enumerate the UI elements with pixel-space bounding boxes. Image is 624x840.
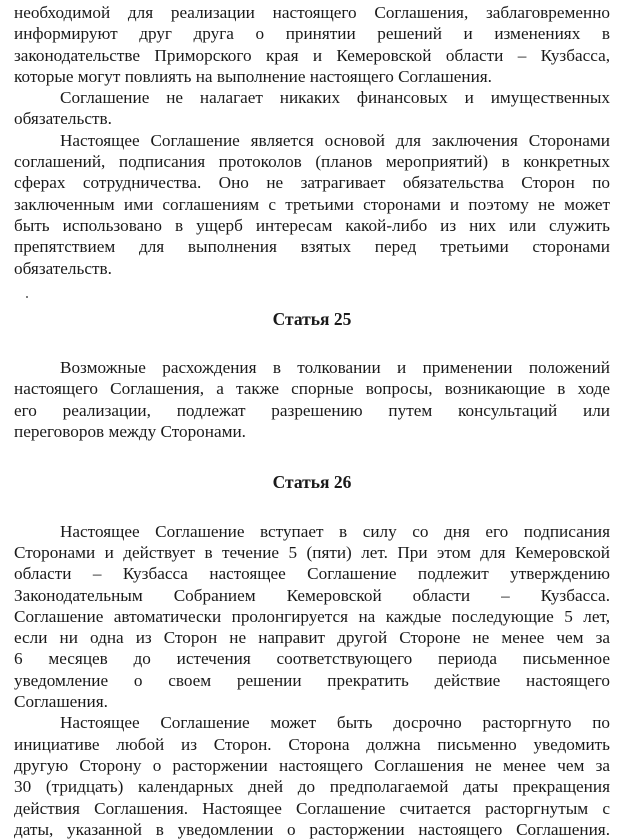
text-line: Соглашение не налагает никаких финансовых и имущественных xyxy=(60,88,610,108)
paragraph xyxy=(14,130,610,279)
text-line: заключенным ими соглашениям с третьими сторонами и поэтому не может xyxy=(14,194,610,214)
text-line: Соглашения. xyxy=(14,692,108,712)
paragraph xyxy=(14,87,610,130)
text-line: законодательстве Приморского края и Кемеровской области – Кузбасса, xyxy=(14,45,610,65)
spacer xyxy=(14,330,610,357)
text-line: области – Кузбасса настоящее Соглашение подлежит утверждению xyxy=(14,564,610,584)
text-line: Настоящее Соглашение вступает в силу со дня его подписания xyxy=(60,521,610,541)
text-line: необходимой для реализации настоящего Соглашения, заблаговременно xyxy=(14,3,610,22)
text-line: 6 месяцев до истечения соответствующего периода письменное xyxy=(14,649,610,669)
spacer xyxy=(14,279,610,309)
spacer xyxy=(14,442,610,472)
text-line: уведомление о своем решении прекратить действие настоящего xyxy=(14,670,610,690)
article-heading: Статья 25 xyxy=(272,308,352,329)
text-line: Законодательным Собранием Кемеровской области – Кузбасса. xyxy=(14,585,610,605)
paragraph xyxy=(14,357,610,442)
text-line: инициативе любой из Сторон. Сторона должна письменно уведомить xyxy=(14,734,610,754)
text-line: которые могут повлиять на выполнение настоящего Соглашения. xyxy=(14,66,492,86)
text-line: обязательств. xyxy=(14,109,112,129)
text-line: переговоров между Сторонами. xyxy=(14,422,246,442)
text-line: обязательств. xyxy=(14,258,112,278)
article-heading: Статья 26 xyxy=(272,472,352,493)
paragraph xyxy=(14,2,610,87)
document-page xyxy=(14,2,610,840)
text-line: Соглашение автоматически пролонгируется на каждые последующие 5 лет, xyxy=(14,606,610,626)
scan-speck xyxy=(26,296,28,298)
spacer xyxy=(14,494,610,521)
text-line: если ни одна из Сторон не направит другой Стороне не менее чем за xyxy=(14,628,610,648)
text-line: другую Сторону о расторжении настоящего Соглашения не менее чем за xyxy=(14,755,610,775)
paragraph xyxy=(14,521,610,713)
paragraph xyxy=(14,712,610,840)
text-line: его реализации, подлежат разрешению путем консультаций или xyxy=(14,400,610,420)
text-line: даты, указанной в уведомлении о расторжении настоящего Соглашения. xyxy=(14,819,610,839)
text-line: сферах сотрудничества. Оно не затрагивает обязательства Сторон по xyxy=(14,173,610,193)
text-line: действия Соглашения. Настоящее Соглашение считается расторгнутым с xyxy=(14,798,610,818)
text-line: Сторонами и действует в течение 5 (пяти) лет. При этом для Кемеровской xyxy=(14,542,610,562)
text-line: препятствием для выполнения взятых перед третьими сторонами xyxy=(14,237,610,257)
text-line: быть использовано в ущерб интересам какой-либо из них или служить xyxy=(14,215,610,235)
text-line: Настоящее Соглашение может быть досрочно расторгнуто по xyxy=(60,713,610,733)
text-line: Настоящее Соглашение является основой для заключения Сторонами xyxy=(60,130,610,150)
text-line: информируют друг друга о принятии решений и изменениях в xyxy=(14,24,610,44)
text-line: Возможные расхождения в толковании и применении положений xyxy=(60,358,610,378)
text-line: соглашений, подписания протоколов (планов мероприятий) в конкретных xyxy=(14,152,610,172)
text-line: настоящего Соглашения, а также спорные вопросы, возникающие в ходе xyxy=(14,379,610,399)
text-line: 30 (тридцать) календарных дней до предполагаемой даты прекращения xyxy=(14,777,610,797)
